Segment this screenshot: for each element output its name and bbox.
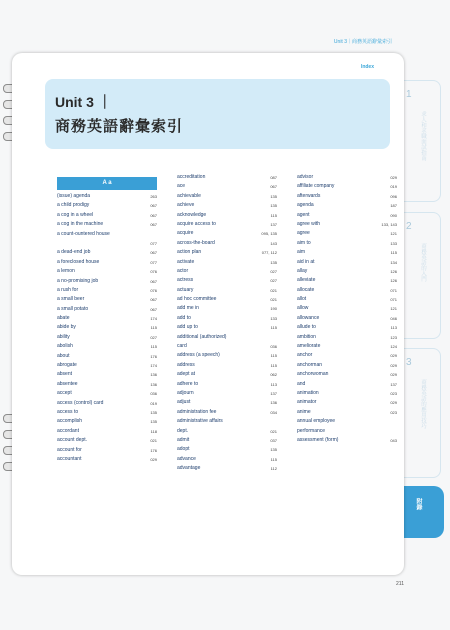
index-page-ref: 136: [270, 400, 277, 406]
side-tab-label: 商務英語的應用技巧: [420, 379, 426, 429]
index-entry: [57, 361, 157, 370]
index-entry: [57, 436, 157, 445]
index-entry: [177, 389, 277, 398]
index-page-ref: 126: [390, 278, 397, 284]
index-entry: [297, 398, 397, 407]
index-term: allow: [297, 305, 309, 312]
index-page-ref: 137: [390, 381, 397, 387]
index-entry: [177, 286, 277, 295]
index-term: a lemon: [57, 268, 75, 275]
index-page-ref: 187: [390, 203, 397, 209]
index-page-ref: 123: [390, 334, 397, 340]
index-term: a small potato: [57, 305, 89, 312]
index-term: a dead-end job: [57, 249, 91, 256]
index-entry: [57, 370, 157, 379]
index-term: abide by: [57, 324, 76, 331]
side-tab-label: 商務英語的入門: [420, 243, 426, 282]
index-page-ref: 121: [390, 231, 397, 237]
index-column-1: [57, 177, 157, 464]
index-page-ref: 027: [270, 268, 277, 274]
index-term: accomplish: [57, 418, 83, 425]
index-entry: [57, 211, 157, 220]
index-entry: [177, 239, 277, 248]
index-term: animator: [297, 399, 317, 406]
index-term: allot: [297, 296, 307, 303]
index-page-ref: 037: [270, 437, 277, 443]
index-entry: [177, 201, 277, 210]
index-page-ref: 113: [270, 381, 277, 387]
index-page-ref: 021: [150, 438, 157, 444]
index-page-ref: 071: [390, 297, 397, 303]
index-term: address (a speech): [177, 352, 220, 359]
index-term: a cog in the machine: [57, 221, 104, 228]
index-page-ref: 134: [390, 259, 397, 265]
index-page-ref: 115: [390, 250, 397, 256]
index-entry: [177, 229, 277, 238]
index-entry: [57, 305, 157, 314]
index-entry: [177, 408, 277, 417]
index-entry: [177, 220, 277, 229]
index-page-ref: 143: [270, 240, 277, 246]
index-entry: [57, 342, 157, 351]
index-page-ref: 096: [390, 193, 397, 199]
index-entry: [57, 220, 157, 229]
index-entry: [57, 258, 157, 267]
index-page-ref: 115: [270, 325, 277, 331]
index-term: performance: [297, 427, 326, 434]
index-entry: [297, 286, 397, 295]
index-entry: [297, 408, 397, 417]
index-term: a rush for: [57, 286, 79, 293]
index-term: access to: [57, 408, 79, 415]
index-entry: [297, 182, 397, 191]
index-term: a child prodigy: [57, 202, 90, 209]
index-term: admit: [177, 436, 190, 443]
index-page-ref: 036: [150, 391, 157, 397]
index-entry: [177, 380, 277, 389]
index-page-ref: 133: [390, 240, 397, 246]
index-entry: [57, 201, 157, 210]
index-entry: [177, 192, 277, 201]
index-term: achieve: [177, 202, 195, 209]
index-term: accreditation: [177, 174, 206, 180]
index-term: additional (authorized): [177, 333, 227, 340]
index-page-ref: 023: [390, 409, 397, 415]
index-page-ref: 115: [270, 362, 277, 368]
index-page-ref: 136: [150, 372, 157, 378]
index-term: action plan: [177, 249, 202, 256]
index-term: add to: [177, 314, 191, 321]
index-entry: [297, 192, 397, 201]
index-term: a cog in a wheel: [57, 211, 94, 218]
index-page-ref: 023: [390, 390, 397, 396]
index-term: a foreclosed house: [57, 258, 100, 265]
index-page-ref: 115: [270, 353, 277, 359]
index-term: (issue) agenda: [57, 193, 91, 199]
side-tab-label: 求人和求職面試指南: [420, 111, 426, 161]
index-page-ref: 067: [150, 212, 157, 218]
index-page-ref: 046: [390, 315, 397, 321]
index-term: acquire: [177, 230, 194, 237]
index-entry: [57, 417, 157, 426]
index-term: administration fee: [177, 408, 217, 415]
index-page-ref: 135: [150, 419, 157, 425]
index-entry: [57, 333, 157, 342]
index-term: aid in at: [297, 258, 315, 265]
section-letter-header: A a: [57, 177, 157, 190]
index-entry: [177, 417, 277, 426]
index-term: actress: [177, 277, 194, 284]
index-page-ref: 174: [150, 316, 157, 322]
index-term: accept: [57, 390, 72, 397]
index-term: assessment (form): [297, 436, 339, 443]
index-entry: [297, 295, 397, 304]
index-page-ref: 133: [270, 315, 277, 321]
index-page-ref: 124: [390, 344, 397, 350]
index-term: animation: [297, 389, 319, 396]
index-page-ref: 090: [390, 212, 397, 218]
index-page-ref: 133, 143: [381, 221, 397, 227]
index-term: anime: [297, 408, 311, 415]
index-entry: [297, 267, 397, 276]
index-page-ref: 135: [270, 193, 277, 199]
index-entry: [177, 248, 277, 257]
index-term: ability: [57, 333, 70, 340]
index-page-ref: 137: [270, 390, 277, 396]
index-entry: [57, 277, 157, 286]
index-term: aim to: [297, 239, 311, 246]
index-entry: [177, 342, 277, 351]
index-page-ref: 067: [150, 222, 157, 228]
index-term: about: [57, 352, 70, 359]
index-term: dept.: [177, 427, 189, 434]
index-term: allowance: [297, 314, 320, 321]
index-entry: [177, 304, 277, 313]
index-entry: [177, 436, 277, 445]
index-term: agenda: [297, 202, 314, 209]
index-page-ref: 113: [390, 325, 397, 331]
index-term: ace: [177, 183, 186, 190]
index-term: anchorman: [297, 361, 323, 368]
index-term: allay: [297, 267, 308, 274]
index-term: accordant: [57, 427, 79, 434]
index-entry: [297, 211, 397, 220]
index-page-ref: 036: [270, 344, 277, 350]
index-page-ref: 027: [150, 334, 157, 340]
index-page-ref: 095, 135: [261, 231, 277, 237]
index-term: adopt: [177, 446, 190, 453]
index-entry: [297, 361, 397, 370]
index-entry: [177, 370, 277, 379]
index-term: agree: [297, 230, 310, 237]
index-page-ref: 021: [270, 428, 277, 434]
index-entry: [57, 192, 157, 201]
index-term: anchorwoman: [297, 371, 329, 378]
index-page-ref: 263: [150, 194, 157, 199]
index-entry: [57, 399, 157, 408]
index-entry: [57, 286, 157, 295]
index-entry: [57, 380, 157, 389]
index-entry: [297, 389, 397, 398]
index-entry: [297, 201, 397, 210]
index-page-ref: 043: [390, 437, 397, 443]
index-term: acquire access to: [177, 220, 216, 227]
index-entry: [297, 436, 397, 445]
index-entry: [57, 389, 157, 398]
index-entry: [297, 276, 397, 285]
index-column-2: [177, 173, 277, 474]
index-term: acknowledge: [177, 211, 207, 218]
index-page-ref: 067: [150, 250, 157, 256]
index-term: account for: [57, 446, 82, 453]
index-entry: [177, 351, 277, 360]
index-term: actor: [177, 267, 189, 274]
index-page-ref: 135: [150, 409, 157, 415]
index-term: card: [177, 343, 187, 350]
index-label: Index: [360, 64, 374, 70]
index-page-ref: 029: [390, 175, 397, 180]
index-entry: [57, 323, 157, 332]
index-page-ref: 118: [150, 428, 157, 434]
index-term: alleviate: [297, 277, 316, 284]
index-term: absentee: [57, 380, 78, 387]
index-term: account dept.: [57, 437, 88, 444]
index-entry: [177, 276, 277, 285]
index-term: administrative affairs: [177, 418, 223, 425]
index-entry: [57, 267, 157, 276]
index-entry: [57, 455, 157, 464]
index-term: activate: [177, 258, 195, 265]
index-term: add me in: [177, 305, 199, 312]
index-page-ref: 077: [150, 259, 157, 265]
index-term: adhere to: [177, 380, 199, 387]
index-page-ref: 062: [270, 372, 277, 378]
index-term: adjourn: [177, 389, 194, 396]
index-entry: [177, 427, 277, 436]
index-term: and: [297, 380, 306, 387]
index-page-ref: 077: [150, 240, 157, 246]
index-page-ref: 112: [270, 466, 277, 472]
index-page-ref: 174: [150, 363, 157, 369]
index-entry: [297, 323, 397, 332]
index-term: access (control) card: [57, 399, 104, 406]
index-entry: [57, 427, 157, 436]
entry-list: [297, 173, 397, 445]
side-tab-number: 1: [406, 89, 412, 100]
index-page-ref: 019: [150, 400, 157, 406]
index-entry: [57, 446, 157, 455]
index-term: add up to: [177, 324, 198, 331]
index-entry: [297, 342, 397, 351]
index-entry: [57, 352, 157, 361]
index-entry: [297, 173, 397, 182]
index-entry: [297, 417, 397, 426]
index-term: allude to: [297, 324, 316, 331]
index-entry: [177, 173, 277, 182]
index-term: ameliorate: [297, 343, 321, 350]
index-page-ref: 115: [270, 456, 277, 462]
index-term: achievable: [177, 192, 201, 199]
index-page-ref: 137: [270, 221, 277, 227]
index-entry: [177, 464, 277, 473]
index-entry: [297, 314, 397, 323]
index-entry: [297, 220, 397, 229]
index-term: a small beer: [57, 296, 85, 303]
index-term: aim: [297, 249, 306, 256]
index-term: agree with: [297, 220, 321, 227]
index-entry: [57, 408, 157, 417]
index-entry: [297, 351, 397, 360]
index-sheet: [12, 53, 404, 575]
index-term: anchor: [297, 352, 313, 359]
index-page-ref: 067: [150, 278, 157, 284]
index-term: absent: [57, 371, 73, 378]
index-term: actuary: [177, 286, 194, 293]
index-entry: [57, 314, 157, 323]
index-entry: [297, 239, 397, 248]
index-page-ref: 135: [270, 447, 277, 453]
index-entry: [177, 323, 277, 332]
index-page-ref: 029: [390, 362, 397, 368]
index-term: abate: [57, 315, 70, 322]
index-term: address: [177, 361, 195, 368]
unit-subtitle: 商務英語辭彙索引: [55, 118, 184, 135]
index-term: annual employee: [297, 418, 336, 425]
index-term: affiliate company: [297, 183, 335, 190]
index-page-ref: 034: [270, 409, 277, 415]
index-term: adjust: [177, 399, 191, 406]
index-column-3: [297, 173, 397, 445]
index-term: afterwards: [297, 192, 321, 199]
index-page-ref: 077, 112: [261, 250, 277, 256]
index-entry: [57, 248, 157, 257]
index-page-ref: 021: [270, 297, 277, 303]
index-term: abolish: [57, 343, 73, 350]
index-page-ref: 190: [270, 306, 277, 312]
index-page-ref: 067: [150, 306, 157, 312]
index-page-ref: 087: [270, 175, 277, 180]
unit-title: Unit 3 ｜: [55, 94, 112, 110]
index-entry: [57, 295, 157, 304]
side-tab-number: 2: [406, 221, 412, 232]
index-page-ref: 176: [150, 353, 157, 359]
index-page-ref: 067: [150, 203, 157, 209]
index-page-ref: 067: [150, 297, 157, 303]
index-term: agent: [297, 211, 310, 218]
index-page-ref: 021: [270, 287, 277, 293]
index-page-ref: 029: [390, 400, 397, 406]
index-page-ref: 029: [390, 372, 397, 378]
index-term: advantage: [177, 465, 201, 472]
index-entry: [177, 295, 277, 304]
index-page-ref: 176: [150, 447, 157, 453]
index-term: abrogate: [57, 362, 77, 369]
index-entry: [177, 182, 277, 191]
index-page-ref: 071: [390, 287, 397, 293]
index-page-ref: 029: [390, 353, 397, 359]
side-tab-number: 3: [406, 357, 412, 368]
index-page-ref: 029: [150, 456, 157, 462]
index-term: across-the-board: [177, 239, 215, 246]
unit-header: [45, 79, 390, 149]
index-entry: [297, 370, 397, 379]
index-page-ref: 126: [390, 268, 397, 274]
index-term: advisor: [297, 174, 314, 180]
index-page-ref: 076: [150, 269, 157, 275]
index-term: allocate: [297, 286, 315, 293]
index-entry: [177, 445, 277, 454]
index-page-ref: 067: [270, 184, 277, 190]
index-page-ref: 115: [150, 325, 157, 331]
index-page-ref: 135: [270, 259, 277, 265]
index-page-ref: 121: [390, 306, 397, 312]
index-term: ambition: [297, 333, 316, 340]
side-tab-appendix-label: 附錄: [415, 498, 421, 510]
page-number: 211: [396, 581, 404, 587]
index-entry: [57, 239, 157, 248]
index-entry: [297, 258, 397, 267]
index-entry: [297, 333, 397, 342]
index-page-ref: 115: [150, 344, 157, 350]
index-entry: [297, 248, 397, 257]
index-page-ref: 135: [270, 203, 277, 209]
index-entry: [297, 304, 397, 313]
index-entry: [177, 333, 277, 342]
index-entry: [177, 267, 277, 276]
index-page-ref: 115: [270, 212, 277, 218]
index-entry: [297, 229, 397, 238]
index-entry: [177, 314, 277, 323]
index-entry: [177, 258, 277, 267]
index-entry: [57, 230, 157, 239]
index-term: advance: [177, 455, 196, 462]
entry-list: [177, 173, 277, 474]
index-entry: [297, 380, 397, 389]
index-term: adept at: [177, 371, 196, 378]
index-term: a count-ountered house: [57, 230, 110, 237]
index-entry: [177, 455, 277, 464]
index-term: ad hoc committee: [177, 296, 217, 303]
index-term: a no-promising job: [57, 277, 99, 284]
index-entry: [177, 211, 277, 220]
index-page-ref: 019: [390, 184, 397, 190]
index-page-ref: 027: [270, 278, 277, 284]
index-entry: [297, 427, 397, 436]
running-head: Unit 3｜商務英語辭彙索引: [333, 39, 392, 45]
index-entry: [177, 361, 277, 370]
index-entry: [177, 398, 277, 407]
index-page-ref: 076: [150, 287, 157, 293]
index-page-ref: 136: [150, 381, 157, 387]
entry-list: [57, 192, 157, 464]
index-term: accountant: [57, 455, 82, 462]
